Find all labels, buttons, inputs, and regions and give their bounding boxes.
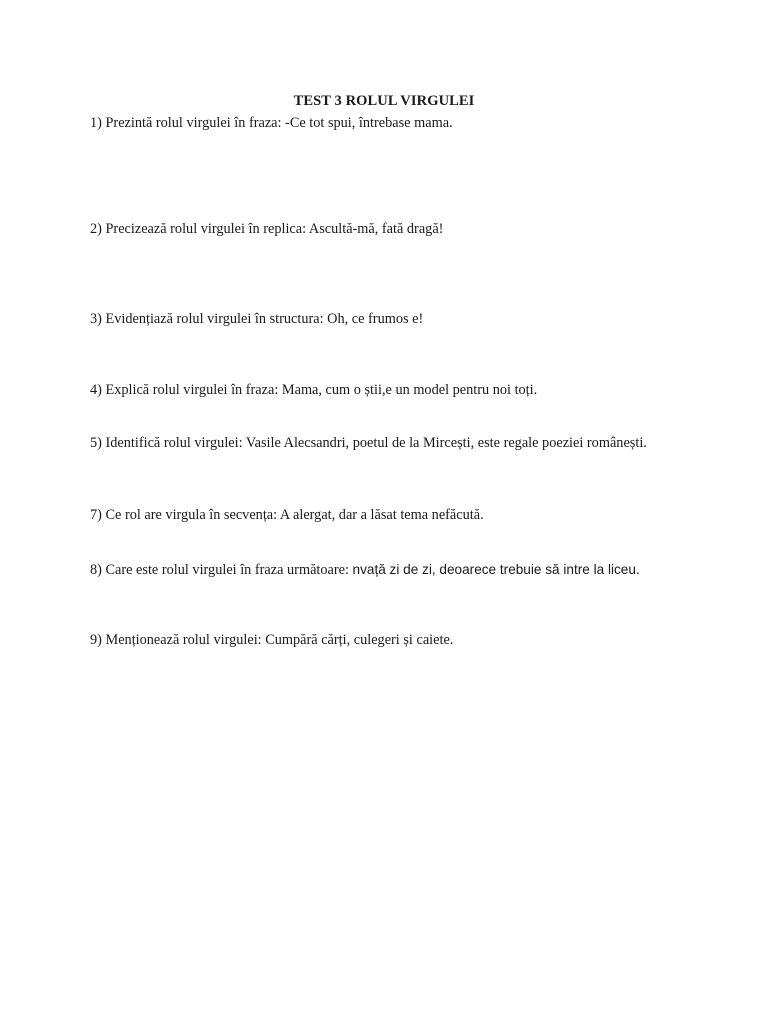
- question-8-prompt: 8) Care este rolul virgulei în fraza următoare:: [90, 562, 353, 578]
- question-1: 1) Prezintă rolul virgulei în fraza: -Ce tot spui, întrebase mama.: [90, 115, 453, 131]
- document-title: TEST 3 ROLUL VIRGULEI: [293, 93, 475, 109]
- question-8: [90, 560, 690, 580]
- question-7: 7) Ce rol are virgula în secvența: A alergat, dar a lăsat tema nefăcută.: [90, 507, 484, 523]
- question-4: 4) Explică rolul virgulei în fraza: Mama, cum o știi,e un model pentru noi toți.: [90, 382, 538, 398]
- question-2: 2) Precizează rolul virgulei în replica: Ascultă-mă, fată dragă!: [90, 221, 444, 237]
- question-8-sentence: nvață zi de zi, deoarece trebuie să intre la liceu.: [352, 562, 640, 577]
- question-5: 5) Identifică rolul virgulei: Vasile Alecsandri, poetul de la Mircești, este regale poeziei românești.: [90, 435, 647, 451]
- question-3: 3) Evidențiază rolul virgulei în structura: Oh, ce frumos e!: [90, 311, 424, 327]
- question-9: 9) Menționează rolul virgulei: Cumpără cărți, culegeri și caiete.: [90, 632, 454, 648]
